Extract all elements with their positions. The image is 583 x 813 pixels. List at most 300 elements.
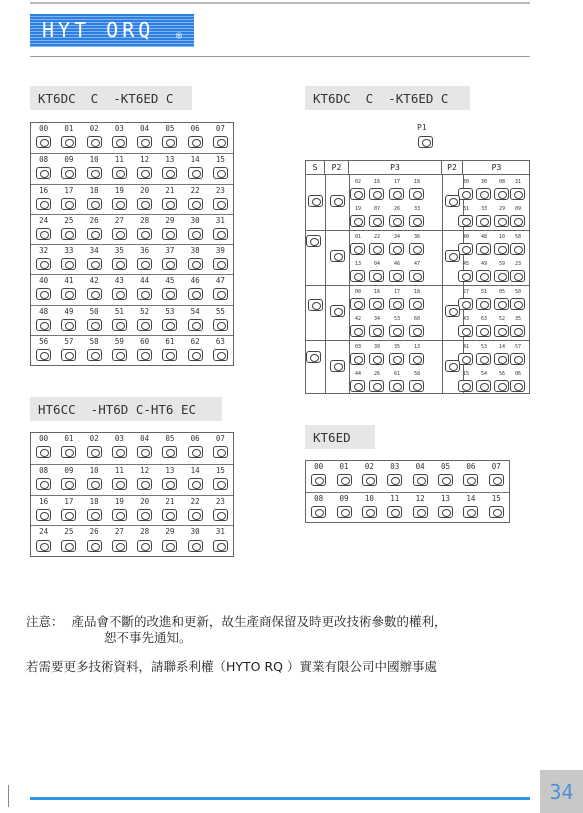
s-connector-icon <box>306 351 321 363</box>
connector-cell <box>208 185 233 215</box>
connector-cell <box>157 154 182 184</box>
connector-icon <box>137 228 152 240</box>
connector-icon <box>188 258 203 270</box>
cell-number: 15 <box>215 155 225 165</box>
connector-icon <box>213 446 228 458</box>
connector-icon <box>137 198 152 210</box>
pin-number: 26 <box>393 206 401 212</box>
cell-number: 57 <box>64 336 74 346</box>
cell-number: 47 <box>215 276 225 286</box>
pin-number: 30 <box>480 179 488 185</box>
connector-icon <box>87 198 102 210</box>
cell-number: 09 <box>64 465 74 475</box>
connector-icon <box>458 243 473 255</box>
connector-cell <box>56 336 81 366</box>
pin-number: 22 <box>373 234 381 240</box>
connector-icon <box>458 380 473 392</box>
p2-connector-icon <box>445 305 460 317</box>
connector-cell <box>107 526 132 557</box>
grid-row <box>31 184 233 214</box>
cell-number: 14 <box>190 465 200 475</box>
cell-number: 30 <box>190 215 200 225</box>
connector-icon <box>510 270 525 282</box>
connector-cell <box>107 215 132 245</box>
connector-cell <box>56 496 81 527</box>
connector-icon <box>112 478 127 490</box>
connector-icon <box>369 353 384 365</box>
header-rule <box>30 56 530 57</box>
connector-grid-c <box>30 432 234 557</box>
registered-mark: ® <box>176 31 183 42</box>
connector-cell <box>183 215 208 245</box>
connector-icon <box>137 319 152 331</box>
cell-number: 12 <box>415 493 425 503</box>
connector-cell <box>306 493 331 524</box>
pin-number: 10 <box>498 234 506 240</box>
pin-number: 50 <box>514 289 522 295</box>
notice-line-3: 若需要更多技術資料，請聯系利權（HYTO RQ ）實業有限公司中國辦事處 <box>26 659 437 674</box>
connector-icon <box>476 380 491 392</box>
logo-text: HYT ORQ <box>42 18 155 42</box>
connector-cell <box>132 275 157 305</box>
cell-number: 24 <box>39 527 49 537</box>
connector-icon <box>458 270 473 282</box>
connector-icon <box>494 215 509 227</box>
connector-cell <box>31 185 56 215</box>
connector-icon <box>494 380 509 392</box>
connector-icon <box>162 288 177 300</box>
connector-icon <box>36 446 51 458</box>
connector-cell <box>31 433 56 464</box>
connector-icon <box>213 258 228 270</box>
pin-number: 51 <box>480 289 488 295</box>
pin-number: 46 <box>393 261 401 267</box>
cell-number: 58 <box>89 336 99 346</box>
connector-icon <box>389 243 404 255</box>
header-p3-right: P3 <box>463 161 530 175</box>
top-rule <box>30 2 530 4</box>
cell-number: 15 <box>491 493 501 503</box>
cell-number: 39 <box>215 246 225 255</box>
connector-icon <box>350 325 365 337</box>
connector-icon <box>162 349 177 361</box>
cell-number: 27 <box>114 527 124 537</box>
connector-icon <box>61 478 76 490</box>
p1-connector-icon <box>418 136 433 148</box>
connector-cell <box>208 123 233 153</box>
connector-cell <box>56 123 81 153</box>
connector-icon <box>476 353 491 365</box>
connector-icon <box>188 136 203 148</box>
cell-number: 02 <box>89 124 99 133</box>
pin-number: 05 <box>498 289 506 295</box>
connector-cell <box>208 306 233 336</box>
connector-icon <box>463 474 478 486</box>
cell-number: 18 <box>89 185 99 195</box>
connector-icon <box>510 215 525 227</box>
connector-icon <box>494 188 509 200</box>
pin-number: 01 <box>354 234 362 240</box>
connector-cell <box>132 526 157 557</box>
grid-row <box>31 214 233 244</box>
pin-number: 02 <box>354 179 362 185</box>
pin-number: 16 <box>373 179 381 185</box>
cell-number: 19 <box>114 185 124 195</box>
connector-cell <box>433 461 458 492</box>
connector-icon <box>494 325 509 337</box>
connector-icon <box>213 540 228 552</box>
p2-connector-icon <box>445 360 460 372</box>
cell-number: 54 <box>190 306 200 316</box>
connector-icon <box>137 288 152 300</box>
connector-icon <box>137 136 152 148</box>
connector-icon <box>162 509 177 521</box>
connector-cell <box>107 433 132 464</box>
p2-connector-icon <box>330 305 345 317</box>
pin-number: 00 <box>354 289 362 295</box>
cell-number: 25 <box>64 215 74 225</box>
connector-cell <box>56 275 81 305</box>
cell-number: 16 <box>39 185 49 195</box>
connector-icon <box>213 319 228 331</box>
grid-row <box>31 274 233 304</box>
pin-number: 18 <box>413 179 421 185</box>
connector-icon <box>311 474 326 486</box>
table-divider <box>306 340 529 341</box>
connector-icon <box>369 298 384 310</box>
connector-cell <box>208 336 233 366</box>
cell-number: 36 <box>140 246 150 255</box>
connector-cell <box>208 275 233 305</box>
pin-number: 59 <box>498 261 506 267</box>
connector-icon <box>458 298 473 310</box>
connector-icon <box>438 506 453 518</box>
connector-cell <box>357 493 382 524</box>
connector-icon <box>389 298 404 310</box>
connector-icon <box>87 167 102 179</box>
pin-number: 31 <box>514 179 522 185</box>
connector-cell <box>208 245 233 275</box>
header-p2-left: P2 <box>325 161 349 175</box>
connector-cell <box>408 493 433 524</box>
table-divider <box>442 175 443 393</box>
connector-icon <box>458 353 473 365</box>
pin-number: 56 <box>498 371 506 377</box>
connector-cell <box>82 306 107 336</box>
cell-number: 21 <box>165 496 175 506</box>
connector-cell <box>132 123 157 153</box>
cell-number: 09 <box>339 493 349 503</box>
connector-icon <box>409 243 424 255</box>
header-s: S <box>306 161 325 175</box>
connector-cell <box>82 275 107 305</box>
connector-cell <box>132 215 157 245</box>
connector-cell <box>56 306 81 336</box>
cell-number: 13 <box>441 493 451 503</box>
cell-number: 04 <box>140 124 150 133</box>
pin-number: 49 <box>480 261 488 267</box>
connector-icon <box>409 380 424 392</box>
pin-number: 03 <box>354 344 362 350</box>
connector-cell <box>56 154 81 184</box>
connector-cell <box>157 526 182 557</box>
connector-cell <box>132 154 157 184</box>
cell-number: 26 <box>89 527 99 537</box>
notice-line-2: 恕不事先通知。 <box>104 630 192 645</box>
connector-icon <box>61 319 76 331</box>
connector-icon <box>188 478 203 490</box>
connector-icon <box>188 198 203 210</box>
connector-cell <box>132 245 157 275</box>
connector-icon <box>36 509 51 521</box>
pin-number: 45 <box>462 261 470 267</box>
connector-icon <box>87 478 102 490</box>
connector-icon <box>36 198 51 210</box>
connector-icon <box>389 380 404 392</box>
cell-number: 63 <box>215 336 225 346</box>
grid-row <box>31 153 233 183</box>
connector-icon <box>476 243 491 255</box>
cell-number: 18 <box>89 496 99 506</box>
pin-number: 60 <box>413 316 421 322</box>
pin-number: 39 <box>373 344 381 350</box>
pinout-table <box>305 160 530 394</box>
section-label-d: KT6ED <box>305 425 375 449</box>
p2-connector-icon <box>330 195 345 207</box>
connector-icon <box>162 258 177 270</box>
connector-icon <box>137 349 152 361</box>
connector-icon <box>510 353 525 365</box>
connector-cell <box>183 123 208 153</box>
connector-icon <box>369 270 384 282</box>
cell-number: 20 <box>140 185 150 195</box>
cell-number: 03 <box>390 462 400 471</box>
connector-icon <box>112 446 127 458</box>
connector-cell <box>382 493 407 524</box>
pin-number: 26 <box>373 371 381 377</box>
pin-number: 41 <box>462 344 470 350</box>
connector-icon <box>137 167 152 179</box>
cell-number: 10 <box>89 155 99 165</box>
connector-cell <box>56 215 81 245</box>
connector-icon <box>510 325 525 337</box>
grid-row <box>31 525 233 556</box>
connector-icon <box>350 188 365 200</box>
connector-icon <box>389 270 404 282</box>
pin-number: 43 <box>462 316 470 322</box>
connector-cell <box>82 245 107 275</box>
connector-cell <box>132 465 157 496</box>
section-label-c: HT6CC -HT6D C-HT6 EC <box>30 397 222 421</box>
pin-number: 53 <box>480 344 488 350</box>
connector-cell <box>56 245 81 275</box>
connector-icon <box>458 188 473 200</box>
connector-cell <box>107 245 132 275</box>
connector-icon <box>112 509 127 521</box>
cell-number: 00 <box>39 124 49 133</box>
p2-connector-icon <box>445 195 460 207</box>
connector-cell <box>458 493 483 524</box>
connector-icon <box>36 319 51 331</box>
connector-cell <box>107 185 132 215</box>
connector-icon <box>369 325 384 337</box>
cell-number: 32 <box>39 246 49 255</box>
margin-tick <box>8 785 9 807</box>
connector-cell <box>183 275 208 305</box>
cell-number: 15 <box>215 465 225 475</box>
connector-icon <box>87 288 102 300</box>
cell-number: 55 <box>215 306 225 316</box>
connector-icon <box>311 506 326 518</box>
cell-number: 51 <box>114 306 124 316</box>
cell-number: 01 <box>339 462 349 471</box>
connector-cell <box>82 465 107 496</box>
connector-cell <box>331 461 356 492</box>
connector-cell <box>157 215 182 245</box>
cell-number: 56 <box>39 336 49 346</box>
connector-icon <box>409 353 424 365</box>
header-p2-right: P2 <box>442 161 463 175</box>
connector-cell <box>208 433 233 464</box>
connector-cell <box>107 275 132 305</box>
connector-icon <box>112 288 127 300</box>
cell-number: 03 <box>114 434 124 443</box>
connector-icon <box>162 136 177 148</box>
connector-cell <box>458 461 483 492</box>
cell-number: 49 <box>64 306 74 316</box>
connector-icon <box>213 198 228 210</box>
connector-icon <box>337 506 352 518</box>
connector-cell <box>107 465 132 496</box>
connector-cell <box>183 496 208 527</box>
cell-number: 04 <box>415 462 425 471</box>
connector-icon <box>350 353 365 365</box>
connector-icon <box>188 288 203 300</box>
connector-icon <box>476 215 491 227</box>
connector-cell <box>157 433 182 464</box>
cell-number: 22 <box>190 496 200 506</box>
connector-cell <box>107 336 132 366</box>
cell-number: 03 <box>114 124 124 133</box>
connector-cell <box>408 461 433 492</box>
connector-icon <box>162 446 177 458</box>
connector-icon <box>61 136 76 148</box>
cell-number: 40 <box>39 276 49 286</box>
connector-icon <box>350 243 365 255</box>
cell-number: 05 <box>441 462 451 471</box>
cell-number: 06 <box>466 462 476 471</box>
connector-icon <box>389 188 404 200</box>
pin-number: 29 <box>498 206 506 212</box>
pin-number: 58 <box>514 234 522 240</box>
pin-number: 57 <box>514 344 522 350</box>
connector-icon <box>476 270 491 282</box>
connector-icon <box>112 198 127 210</box>
grid-row <box>31 464 233 495</box>
connector-icon <box>510 380 525 392</box>
s-connector-icon <box>308 195 323 207</box>
cell-number: 46 <box>190 276 200 286</box>
connector-icon <box>137 540 152 552</box>
connector-cell <box>82 526 107 557</box>
connector-icon <box>137 478 152 490</box>
pin-number: 31 <box>462 206 470 212</box>
cell-number: 08 <box>314 493 324 503</box>
section-label-a: KT6DC C -KT6ED C <box>30 86 192 110</box>
connector-icon <box>409 325 424 337</box>
connector-icon <box>137 446 152 458</box>
cell-number: 05 <box>165 434 175 443</box>
cell-number: 28 <box>140 527 150 537</box>
cell-number: 31 <box>215 527 225 537</box>
brand-logo <box>30 14 194 47</box>
connector-icon <box>188 319 203 331</box>
connector-icon <box>494 270 509 282</box>
connector-cell <box>82 215 107 245</box>
connector-icon <box>413 506 428 518</box>
connector-cell <box>208 496 233 527</box>
connector-icon <box>36 136 51 148</box>
cell-number: 10 <box>89 465 99 475</box>
connector-icon <box>387 506 402 518</box>
connector-cell <box>331 493 356 524</box>
connector-icon <box>489 474 504 486</box>
table-divider <box>325 175 326 393</box>
connector-icon <box>213 478 228 490</box>
connector-cell <box>157 185 182 215</box>
connector-icon <box>510 298 525 310</box>
connector-icon <box>61 540 76 552</box>
pin-number: 52 <box>498 316 506 322</box>
connector-icon <box>162 167 177 179</box>
connector-icon <box>510 243 525 255</box>
connector-icon <box>389 353 404 365</box>
connector-icon <box>213 349 228 361</box>
cell-number: 25 <box>64 527 74 537</box>
connector-icon <box>458 215 473 227</box>
connector-icon <box>350 298 365 310</box>
table-divider <box>306 230 529 231</box>
cell-number: 01 <box>64 434 74 443</box>
cell-number: 50 <box>89 306 99 316</box>
connector-cell <box>484 461 509 492</box>
pin-number: 18 <box>413 289 421 295</box>
cell-number: 12 <box>140 465 150 475</box>
cell-number: 61 <box>165 336 175 346</box>
connector-icon <box>188 167 203 179</box>
p1-label: P1 <box>417 123 427 132</box>
connector-icon <box>188 509 203 521</box>
connector-cell <box>132 185 157 215</box>
p2-connector-icon <box>445 250 460 262</box>
connector-icon <box>61 198 76 210</box>
cell-number: 14 <box>466 493 476 503</box>
connector-icon <box>87 349 102 361</box>
cell-number: 07 <box>491 462 501 471</box>
pin-number: 33 <box>413 206 421 212</box>
pin-number: 23 <box>514 261 522 267</box>
connector-cell <box>157 245 182 275</box>
connector-icon <box>61 288 76 300</box>
connector-icon <box>362 474 377 486</box>
pin-number: 17 <box>393 289 401 295</box>
connector-icon <box>409 298 424 310</box>
cell-number: 08 <box>39 155 49 165</box>
connector-icon <box>494 243 509 255</box>
pin-number: 35 <box>393 344 401 350</box>
connector-icon <box>387 474 402 486</box>
connector-cell <box>157 336 182 366</box>
